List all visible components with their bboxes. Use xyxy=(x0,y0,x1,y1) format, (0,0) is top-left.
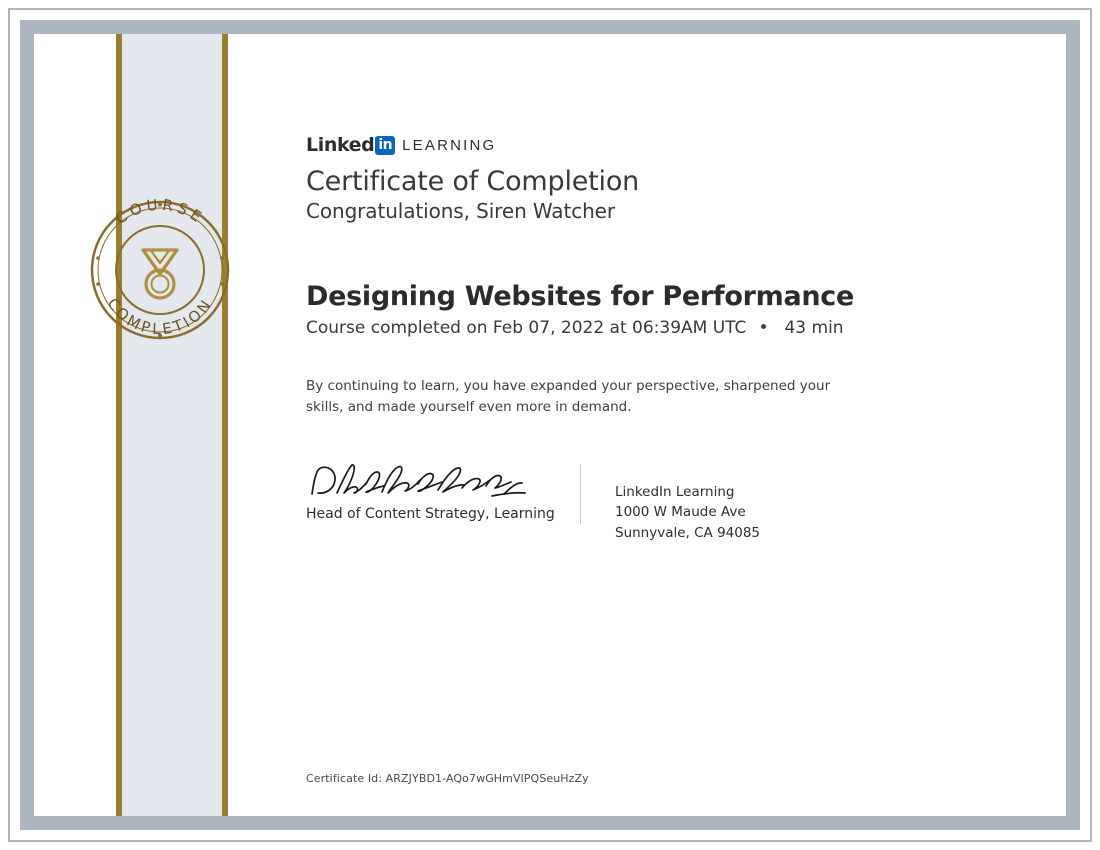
learning-wordmark: LEARNING xyxy=(402,136,497,154)
ribbon-stripe-right xyxy=(222,34,228,816)
signature-left xyxy=(306,460,558,522)
certificate-document xyxy=(8,8,1092,842)
decorative-ribbon xyxy=(116,34,228,816)
svg-text:COURSE xyxy=(112,196,208,228)
issuer-address-line2: Sunnyvale, CA 94085 xyxy=(615,524,761,541)
linkedin-in-badge-icon: in xyxy=(375,136,395,155)
seal-bottom-text: COMPLETION xyxy=(103,294,217,339)
certificate-outer-border xyxy=(20,20,1080,830)
course-meta xyxy=(306,318,1006,338)
handwritten-signature-icon xyxy=(306,460,558,504)
linkedin-wordmark: Linked xyxy=(306,134,375,156)
issuer-address xyxy=(615,460,760,544)
congratulations-line: Congratulations, Siren Watcher xyxy=(306,199,615,223)
course-completion-seal-icon xyxy=(74,184,246,356)
signatory-role: Head of Content Strategy, Learning xyxy=(306,505,555,522)
course-title: Designing Websites for Performance xyxy=(306,281,855,312)
svg-text:COMPLETION xyxy=(104,295,217,338)
encouragement-text: By continuing to learn, you have expanded your perspective, sharpened your skills, and made yourself even more in demand. xyxy=(306,378,831,415)
linkedin-learning-logo xyxy=(306,134,1006,156)
certificate-content xyxy=(306,134,1006,543)
course-duration: 43 min xyxy=(784,318,844,338)
meta-separator: • xyxy=(758,318,769,338)
seal-top-text: COURSE xyxy=(112,195,208,229)
issuer-name: LinkedIn Learning xyxy=(615,483,735,500)
ribbon-stripe-left xyxy=(116,34,122,816)
course-completed-date: Course completed on Feb 07, 2022 at 06:39AM UTC xyxy=(306,318,747,338)
signature-divider xyxy=(580,464,581,524)
page-title: Certificate of Completion xyxy=(306,166,640,197)
certificate-id: Certificate Id: ARZJYBD1-AQo7wGHmVlPQSeuHzZy xyxy=(306,772,589,785)
signature-block xyxy=(306,460,1006,544)
certificate-inner-border xyxy=(32,32,1068,818)
issuer-address-line1: 1000 W Maude Ave xyxy=(615,504,746,521)
